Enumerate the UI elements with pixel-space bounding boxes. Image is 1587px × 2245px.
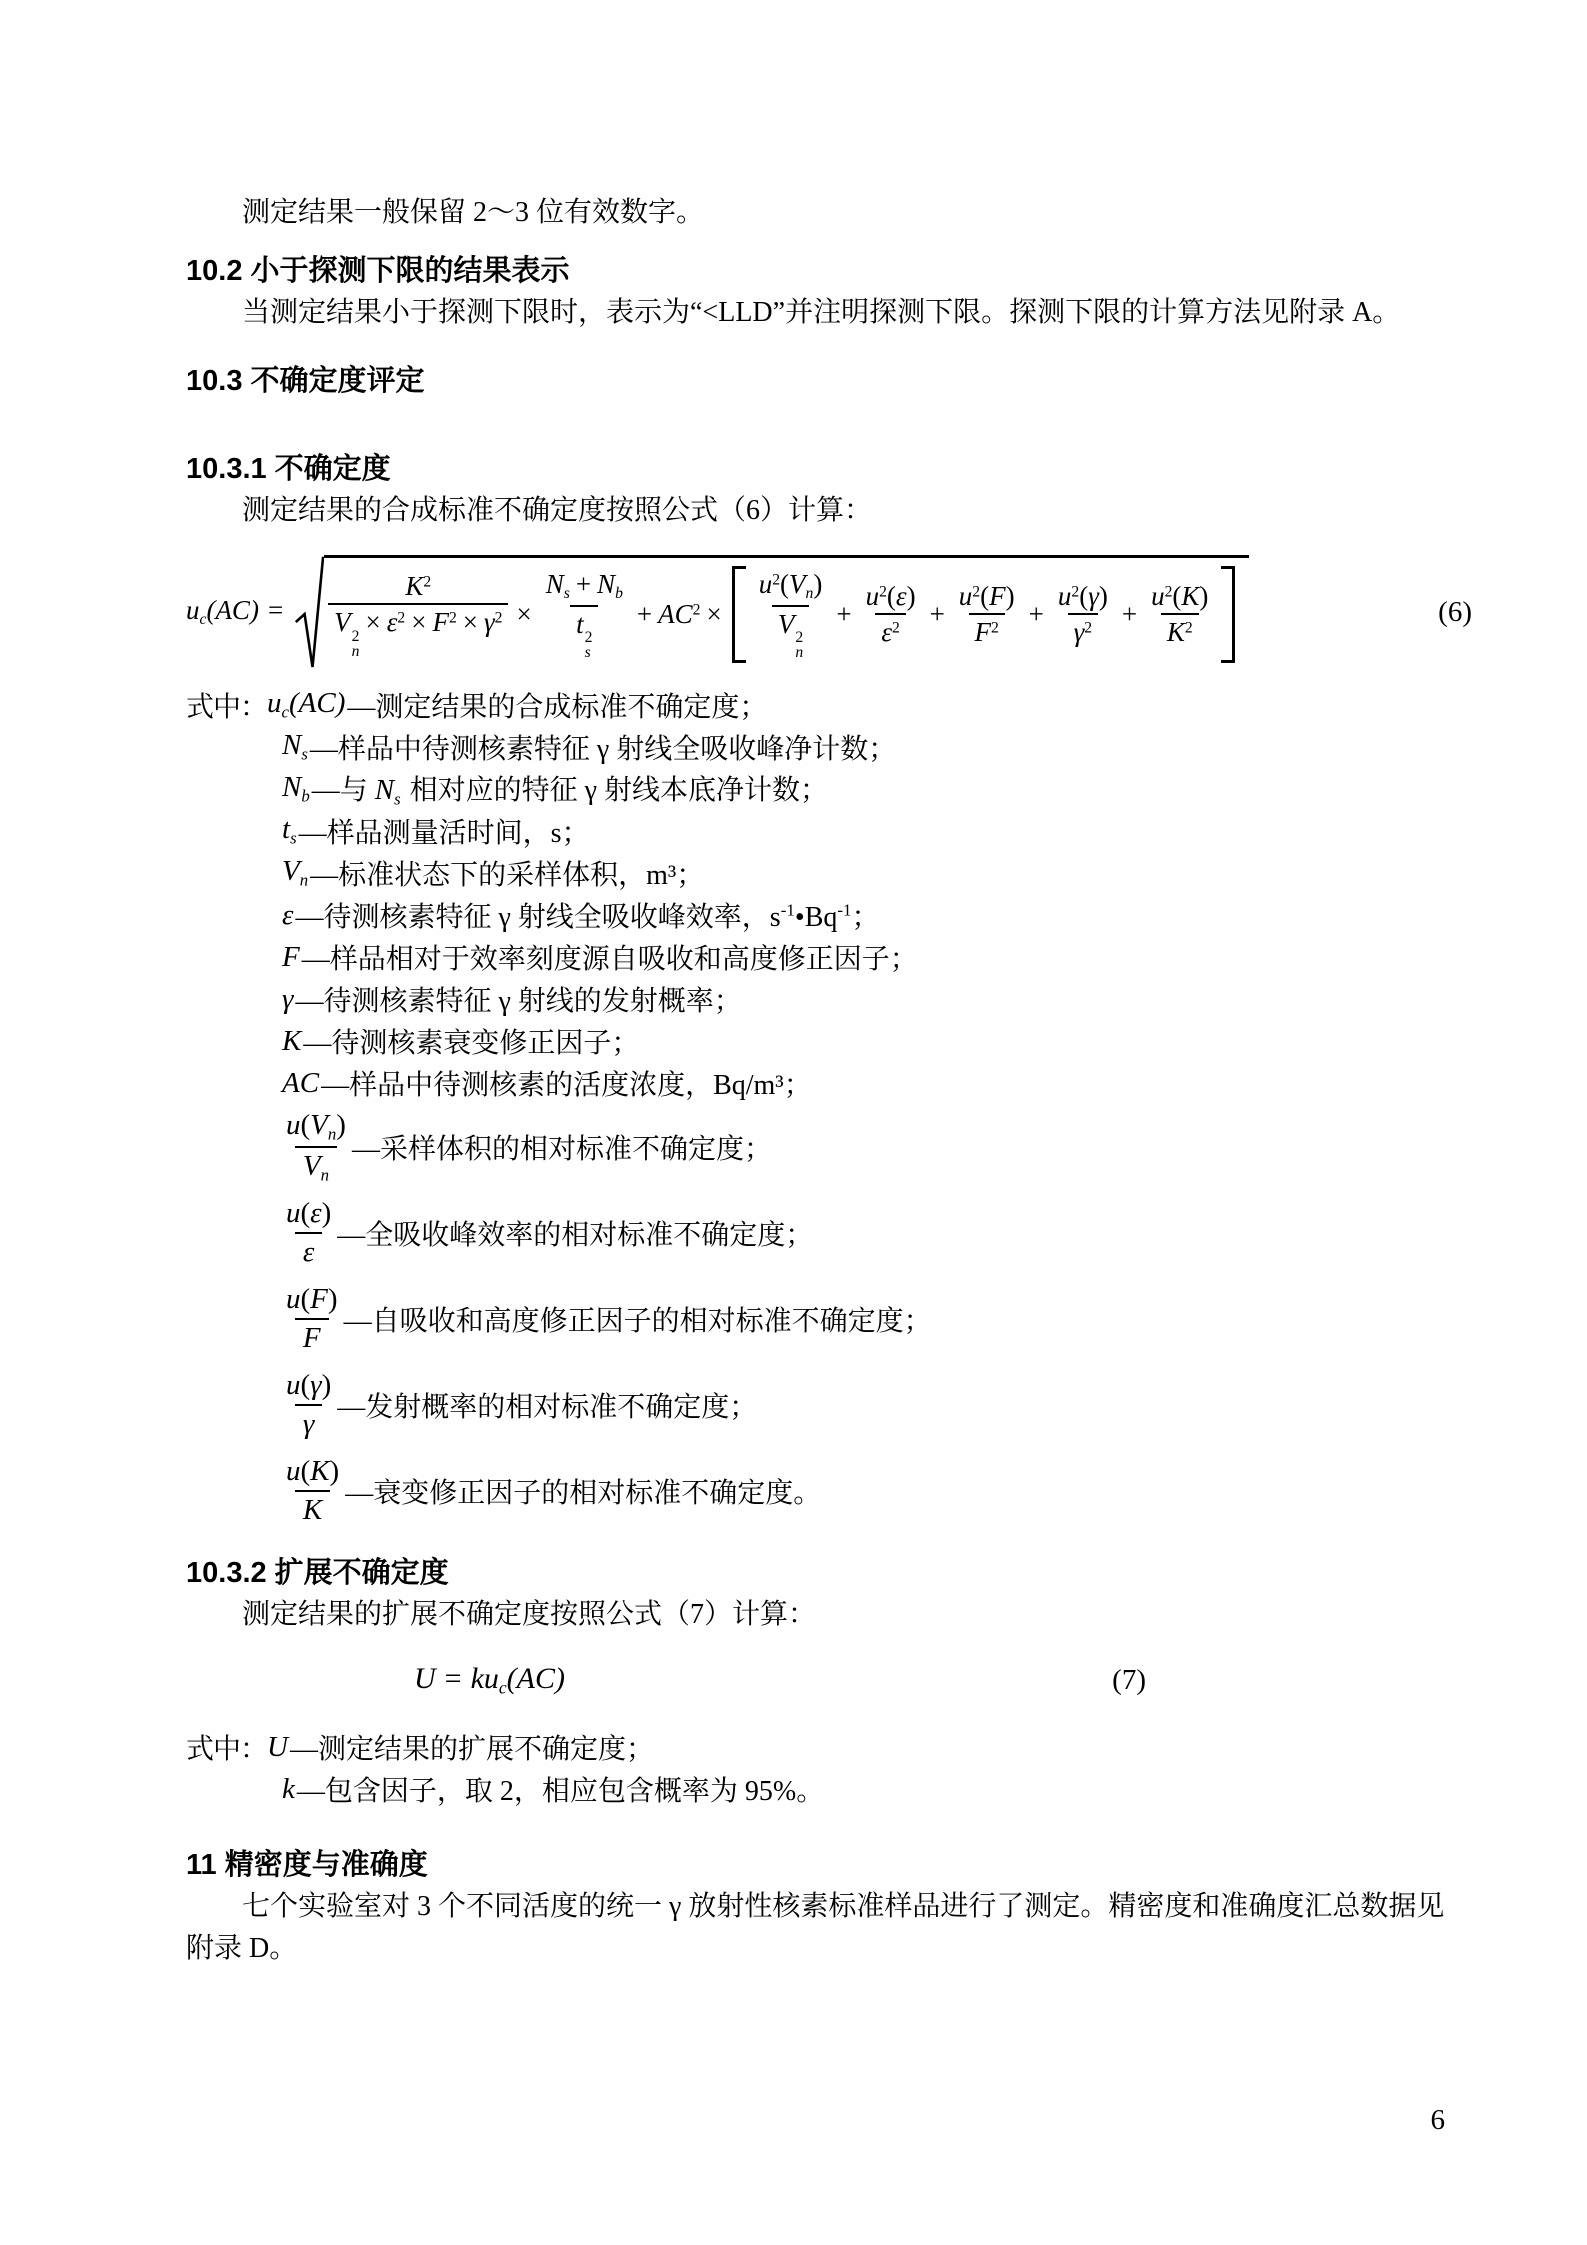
denominator [875,613,905,649]
operator-plus: + [929,598,945,629]
paren-AC: (AC) [288,687,346,720]
heading-10-3-2: 10.3.2 扩展不确定度 [186,1557,449,1589]
fraction-u2Vn [753,567,829,662]
radicand [324,555,1249,670]
def-desc: —自吸收和高度修正因子的相对标准不确定度； [343,1306,932,1337]
term-ts [282,813,297,848]
term-F [282,941,300,974]
denominator [1068,613,1098,649]
def-desc: —全吸收峰效率的相对标准不确定度； [337,1220,814,1251]
var-u: u [1151,581,1165,612]
def-gamma [186,978,1472,1020]
sub-c: c [199,611,207,628]
var-u: u [286,1369,301,1402]
def-desc-unit-c: ； [851,902,880,933]
def-desc: —待测核素衰变修正因子； [303,1028,640,1059]
term-uc-AC [267,687,345,722]
def-desc: —测定结果的扩展不确定度； [289,1734,654,1765]
def-desc: —发射概率的相对标准不确定度； [337,1392,758,1423]
var-K: K [1166,617,1185,648]
supsub-Vn2 [351,627,360,660]
right-paren: ) [1199,581,1209,612]
var-AC: AC [658,598,693,629]
def-lead: 式中： [186,1734,268,1765]
var-V: V [334,606,351,637]
numerator [282,1368,335,1404]
var-V: V [310,1109,328,1142]
numerator [282,1196,335,1232]
heading-10-3-1: 10.3.1 不确定度 [186,453,391,485]
term-Nb [282,771,310,806]
sup-2: 2 [972,583,981,601]
def-Ns [186,726,1472,768]
var-epsilon: ε [895,581,907,612]
term-AC-squared [658,599,700,630]
var-F: F [302,1322,321,1354]
numerator [399,569,437,603]
var-V: V [789,568,806,599]
eq6-lhs [186,595,292,629]
var-u: u [286,1283,301,1316]
var-epsilon: ε [310,1197,322,1230]
sup-2: 2 [1071,583,1080,601]
right-paren: ) [1098,581,1108,612]
sup-2: 2 [891,619,900,637]
fraction-decay-term [328,569,508,661]
term-ueps-over-eps [282,1196,335,1270]
operator-plus: + [1028,598,1044,629]
def-ueps-relative [186,1190,1472,1276]
var-u: u [1057,581,1072,612]
eq7-body [414,1662,565,1699]
def-desc [312,768,828,809]
var-epsilon: ε [881,617,892,648]
def-U [186,1726,1472,1768]
fraction-counts-term [540,567,629,662]
var-N: N [545,568,564,599]
sub-c: c [498,1677,507,1698]
definition-list-eq7 [186,1726,1472,1810]
def-desc: —样品测量活时间，s； [298,818,590,849]
def-desc: —测定结果的合成标准不确定度； [347,692,768,723]
fraction [282,1454,343,1528]
supsub-ts2 [585,631,593,661]
operator-times: × [516,598,532,629]
sub-n: n [805,584,814,602]
right-paren: ) [321,1197,332,1230]
left-paren: ( [300,1455,311,1488]
def-uc [186,684,1472,726]
sub-s: s [563,584,570,602]
def-Nb [186,768,1472,810]
def-AC [186,1062,1472,1104]
var-N: N [597,568,616,599]
fraction-u2-K [1145,579,1214,650]
fraction [282,1108,350,1185]
paragraph-lld: 当测定结果小于探测下限时，表示为“<LLD”并注明探测下限。探测下限的计算方法见附录 A。 [242,297,1401,328]
var-u: u [267,687,282,720]
fraction-u2-gamma [1052,579,1114,650]
sup-2: 2 [351,627,360,645]
var-gamma: γ [302,1408,315,1440]
var-U: U [414,1661,436,1695]
equation-6-number: (6) [1438,595,1472,628]
var-F: F [310,1283,328,1316]
denominator [570,605,598,662]
sup-2: 2 [1084,619,1093,637]
left-paren: ( [300,1109,311,1142]
term-gamma [282,983,293,1016]
sup-2: 2 [692,601,701,619]
def-desc: —包含因子，取 2，相应包含概率为 95%。 [296,1776,825,1807]
term-AC [282,1067,319,1100]
sup-minus-1: -1 [837,900,852,920]
sup-2: 2 [423,572,432,590]
def-desc: —样品中待测核素的活度浓度，Bq/m³； [321,1070,812,1101]
operator-times: × [365,606,381,637]
sub-n: n [351,642,360,660]
def-uVn-relative [186,1104,1472,1190]
sup-2: 2 [879,583,887,601]
var-F: F [432,606,449,637]
fraction [282,1368,335,1442]
sup-2: 2 [772,571,781,589]
sub-b: b [301,786,310,806]
numerator [1052,579,1114,613]
term-K [282,1025,301,1058]
fraction-u2-F [953,579,1021,650]
operator-plus: + [575,568,592,599]
term-Ns [282,729,308,764]
var-u: u [758,568,773,599]
var-K: K [282,1024,302,1057]
var-u: u [286,1197,301,1230]
var-u: u [186,595,200,625]
left-paren: ( [886,581,896,612]
denominator [295,1318,329,1356]
right-paren: ) [336,1109,346,1142]
numerator [540,567,629,605]
fraction [282,1282,342,1356]
def-desc: —待测核素特征 γ 射线的发射概率； [295,986,742,1017]
def-desc-pre: —与 [311,775,375,807]
left-paren: ( [780,568,790,599]
def-desc: —样品中待测核素特征 γ 射线全吸收峰净计数； [309,734,897,765]
left-paren: ( [980,581,990,612]
var-V: V [777,608,795,639]
sub-s: s [301,744,308,764]
sup-2: 2 [494,609,503,627]
left-paren: ( [300,1283,311,1316]
numerator [753,567,829,605]
numerator [282,1282,342,1318]
right-paren: ) [1005,581,1015,612]
def-lead: 式中： [186,692,268,723]
term-Vn [282,855,308,890]
def-F [186,936,1472,978]
var-V: V [282,855,300,888]
var-N: N [282,771,302,804]
paragraph-eq7-intro: 测定结果的扩展不确定度按照公式（7）计算： [242,1599,817,1630]
operator-times: × [411,606,427,637]
paragraph-eq6-intro: 测定结果的合成标准不确定度按照公式（6）计算： [242,495,873,526]
var-u: u [286,1109,301,1142]
left-paren: ( [300,1369,311,1402]
fraction [282,1196,335,1270]
definition-list-eq6 [186,684,1472,1534]
def-uK-relative [186,1448,1472,1534]
term-epsilon [282,899,293,932]
var-K: K [1181,581,1200,612]
term-k [282,1773,295,1806]
sup-2: 2 [584,629,593,647]
var-u: u [958,581,973,612]
var-epsilon: ε [386,606,398,637]
sub-s: s [290,828,297,848]
term-uF-over-F [282,1282,342,1356]
right-paren: ) [327,1283,338,1316]
operator-plus: + [636,598,653,629]
term-ugamma-over-gamma [282,1368,335,1442]
equation-7 [186,1652,1472,1708]
var-t: t [282,813,291,846]
def-desc-unit-b: •Bq [794,902,838,933]
var-gamma: γ [484,606,495,637]
right-paren: ) [321,1369,332,1402]
denominator [295,1404,322,1442]
sup-2: 2 [448,609,457,627]
fraction-u2-epsilon [860,579,922,650]
def-desc: —采样体积的相对标准不确定度； [351,1134,772,1165]
def-desc: —衰变修正因子的相对标准不确定度。 [345,1478,822,1509]
var-epsilon: ε [302,1236,315,1268]
var-gamma: γ [1088,581,1099,612]
sup-2: 2 [991,619,999,637]
operator-times: × [462,606,478,637]
sub-n: n [299,870,309,890]
sub-n: n [320,1165,330,1185]
var-gamma: γ [310,1369,322,1402]
var-U: U [267,1730,288,1763]
def-desc-post: 相对应的特征 γ 射线本底净计数； [402,775,829,807]
operator-equals: = [444,1661,462,1695]
var-u: u [483,1661,499,1695]
denominator [772,605,809,662]
sup-2: 2 [795,629,804,647]
left-paren: ( [1079,581,1089,612]
operator-equals: = [267,595,284,625]
def-K [186,1020,1472,1062]
numerator [282,1454,343,1490]
equation-6 [186,548,1472,676]
paren-AC: (AC) [206,595,259,625]
def-ugamma-relative [186,1362,1472,1448]
var-K: K [405,570,424,601]
def-desc [295,895,879,935]
sup-minus-1: -1 [780,900,795,920]
var-epsilon: ε [282,898,294,931]
var-K: K [302,1494,323,1526]
supsub-Vn2 [795,631,803,661]
var-t: t [576,608,584,639]
operator-times: × [706,598,722,629]
right-paren: ) [813,568,823,599]
heading-10-3: 10.3 不确定度评定 [186,365,425,397]
var-N: N [282,729,302,762]
sub-b: b [615,584,623,602]
var-AC: AC [282,1066,320,1099]
var-V: V [302,1150,321,1182]
term-Ns-inline [374,774,401,809]
left-paren: ( [300,1197,311,1230]
term-uVn-over-Vn [282,1108,350,1185]
paragraph-precision-accuracy: 七个实验室对 3 个不同活度的统一 γ 放射性核素标准样品进行了测定。精密度和准确度汇总数据见附录 D。 [186,1891,1445,1964]
var-gamma: γ [282,982,294,1015]
var-N: N [374,774,395,807]
sub-n: n [327,1124,337,1144]
heading-10-2: 10.2 小于探测下限的结果表示 [186,255,570,287]
denominator [295,1146,337,1186]
term-uK-over-K [282,1454,343,1528]
sup-2: 2 [397,609,406,627]
var-k: k [470,1661,484,1695]
def-k [186,1768,1472,1810]
radical-icon [294,555,324,670]
numerator [860,579,922,613]
def-desc: —标准状态下的采样体积，m³； [310,860,705,891]
sub-s: s [584,644,591,662]
operator-plus: + [836,598,852,629]
def-Vn [186,852,1472,894]
denominator [295,1490,330,1528]
paragraph-significant-digits: 测定结果一般保留 2～3 位有效数字。 [242,197,705,228]
denominator [295,1232,322,1270]
operator-plus: + [1121,598,1138,629]
left-paren: ( [1172,581,1182,612]
var-u: u [865,581,880,612]
right-paren: ) [329,1455,340,1488]
def-ts [186,810,1472,852]
sup-2: 2 [1164,583,1173,601]
heading-11: 11 精密度与准确度 [186,1849,428,1881]
right-paren: ) [906,581,916,612]
denominator [969,613,1005,649]
numerator [282,1108,350,1146]
sub-n: n [795,644,804,662]
def-desc-unit-a: —待测核素特征 γ 射线全吸收峰效率，s [295,902,781,933]
denominator [1161,613,1199,649]
numerator [953,579,1021,613]
sup-2: 2 [1184,619,1193,637]
def-desc: —样品相对于效率刻度源自吸收和高度修正因子； [301,944,918,975]
def-epsilon [186,894,1472,936]
var-F: F [989,581,1006,612]
page-number: 6 [1430,2104,1445,2136]
var-K: K [310,1455,330,1488]
paren-AC: (AC) [506,1661,565,1695]
square-root [294,555,1249,670]
var-u: u [286,1455,301,1488]
def-uF-relative [186,1276,1472,1362]
denominator [328,603,508,660]
sub-c: c [281,702,289,722]
right-bracket [1221,566,1235,664]
sub-s: s [394,789,401,809]
numerator [1145,579,1214,613]
equation-7-number: (7) [1112,1663,1146,1696]
term-U [267,1731,288,1764]
var-gamma: γ [1073,617,1085,648]
var-F: F [974,617,992,648]
var-k: k [282,1772,295,1805]
left-bracket [732,566,746,664]
var-F: F [282,940,300,973]
